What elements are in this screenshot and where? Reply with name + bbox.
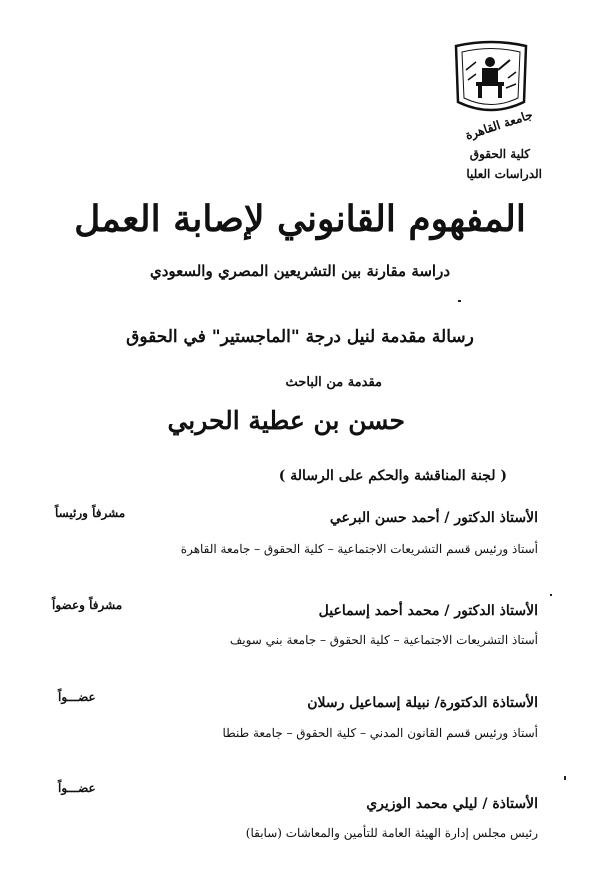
thesis-subtitle: دراسة مقارنة بين التشريعين المصري والسعودي (149, 262, 451, 280)
thesis-title: المفهوم القانوني لإصابة العمل (74, 198, 526, 240)
committee-member-title: أستاذ ورئيس قسم القانون المدني – كلية الحقوق – جامعة طنطا (222, 726, 538, 740)
author-name: حسن بن عطية الحربي (167, 406, 405, 435)
committee-member-role: عضـــواً (58, 781, 96, 795)
scan-speck (550, 594, 552, 596)
committee-heading: ( لجنة المناقشة والحكم على الرسالة ) (278, 468, 507, 484)
committee-member-role: مشرفاً ورئيساً (55, 506, 126, 520)
scan-speck (564, 776, 566, 780)
committee-member-role: مشرفاً وعضواً (52, 598, 123, 612)
submitted-by-label: مقدمة من الباحث (285, 375, 382, 390)
faculty-name: كلية الحقوق (469, 147, 530, 161)
scan-speck (458, 300, 461, 302)
university-seal-icon (446, 40, 536, 143)
committee-member-name: الأستاذ الدكتور / محمد أحمد إسماعيل (318, 603, 538, 619)
committee-member-name: الأستاذة الدكتورة/ نبيلة إسماعيل رسلان (307, 695, 538, 711)
committee-member-role: عضـــواً (58, 690, 96, 704)
department-name: الدراسات العليا (466, 167, 542, 181)
committee-member-title: أستاذ التشريعات الاجتماعية – كلية الحقوق – جامعة بني سويف (229, 633, 538, 647)
degree-statement: رسالة مقدمة لنيل درجة "الماجستير" في الحقوق (126, 327, 474, 347)
committee-member-name: الأستاذ الدكتور / أحمد حسن البرعي (329, 510, 538, 526)
seal-caption: جامعة القاهرة (463, 107, 535, 143)
committee-member-title: أستاذ ورئيس قسم التشريعات الاجتماعية – كلية الحقوق – جامعة القاهرة (180, 542, 538, 556)
committee-member-title: رئيس مجلس إدارة الهيئة العامة للتأمين والمعاشات (سابقا) (245, 826, 538, 840)
committee-member-name: الأستاذة / ليلي محمد الوزيري (366, 796, 538, 812)
